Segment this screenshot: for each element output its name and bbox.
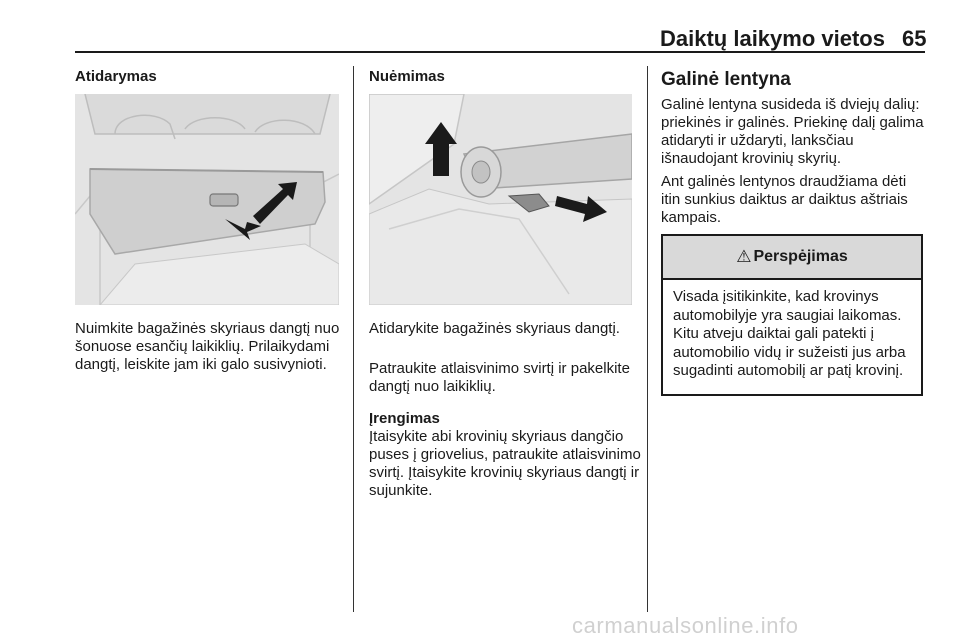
paragraph-shelf-restriction: Ant galinės lentynos draudžiama dėti itin sunkius daiktus ar daiktus aštriais kampais. xyxy=(661,173,908,226)
paragraph-opening-instructions: Nuimkite bagažinės skyriaus dangtį nuo šonuose esančių laikiklių. Prilaikydami dangtį, leiskite jam iki galo susivynioti. xyxy=(75,320,340,373)
section-title-rear-shelf: Galinė lentyna xyxy=(661,69,791,90)
warning-title: Perspėjimas xyxy=(753,248,848,265)
paragraph-open-cover: Atidarykite bagažinės skyriaus dangtį. xyxy=(369,320,620,337)
subheading-installation: Įrengimas xyxy=(369,410,440,427)
column-divider-left xyxy=(353,66,354,612)
paragraph-installation: Įtaisykite abi krovinių skyriaus dangčio puses į griovelius, patraukite atlaisvinimo svirtį. Įtaisykite krovinių skyriaus dangtį ir sujunkite. xyxy=(369,428,641,499)
warning-triangle-icon: ⚠ xyxy=(736,247,752,266)
illustration-cover-opening xyxy=(75,94,339,305)
column-divider-right xyxy=(647,66,648,612)
watermark: carmanualsonline.info xyxy=(572,613,799,638)
paragraph-shelf-description: Galinė lentyna susideda iš dviejų dalių: priekinės ir galinės. Priekinę dalį galima atidaryti ir uždaryti, lanksčiau išnaudojant krovinių skyrių. xyxy=(661,96,924,167)
section-heading-opening: Atidarymas xyxy=(75,68,157,85)
warning-box xyxy=(661,234,923,396)
illustration-cover-removal xyxy=(369,94,632,305)
warning-body: Visada įsitikinkite, kad krovinys automobilyje yra saugiai laikomas. Kitu atveju daiktai gali patekti į automobilio vidų ir sužeisti jus arba sugadinti automobilį ar patį krovinį. xyxy=(673,288,906,379)
paragraph-release-lever: Patraukite atlaisvinimo svirtį ir pakelkite dangtį nuo laikiklių. xyxy=(369,360,630,395)
page-header-title: Daiktų laikymo vietos xyxy=(660,26,885,51)
warning-header xyxy=(663,236,921,280)
page-number: 65 xyxy=(902,26,927,51)
header-rule xyxy=(75,51,925,53)
section-heading-removal: Nuėmimas xyxy=(369,68,445,85)
